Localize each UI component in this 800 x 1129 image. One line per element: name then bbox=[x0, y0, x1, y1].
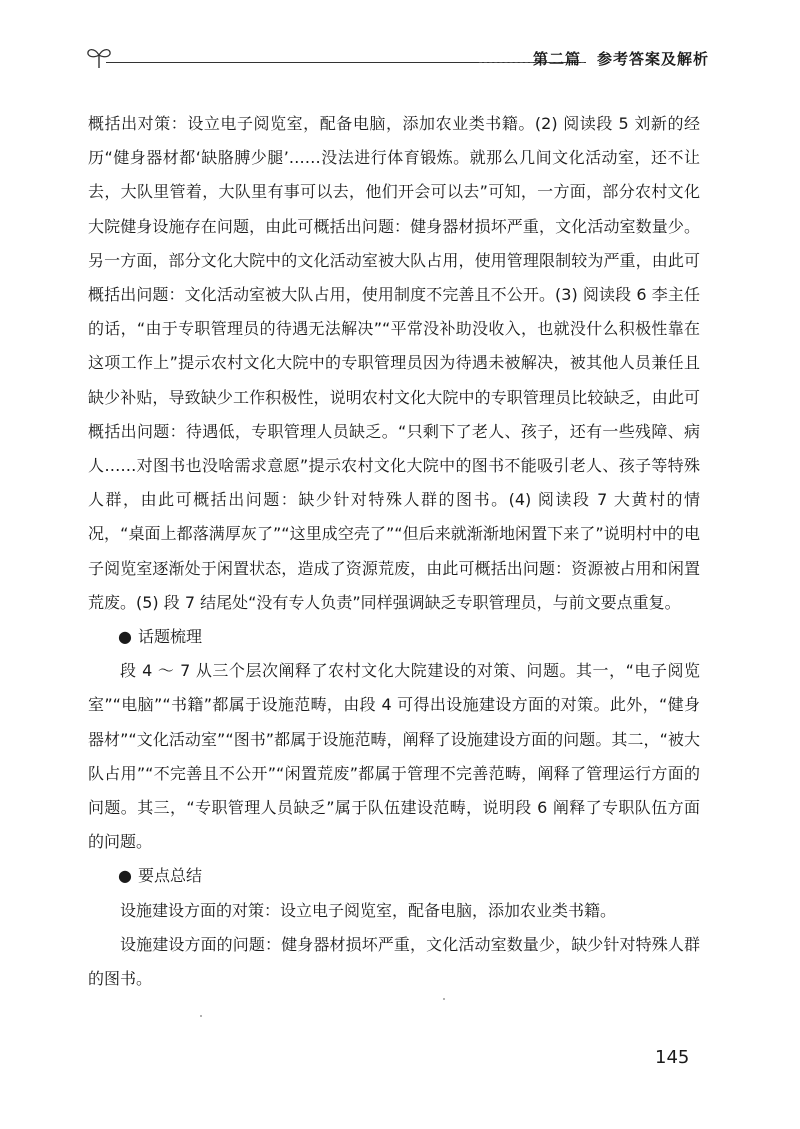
paragraph-topic: 段 4 ～ 7 从三个层次阐释了农村文化大院建设的对策、问题。其一，“电子阅览室”“电脑”“书籍”都属于设施范畴，由段 4 可得出设施建设方面的对策。此外，“健身器材”“文化活动室”“图书”都属于设施范畴，阐释了设施建设方面的问题。其二，“被大队占用”“不完善且不公开”“闲置荒废”都属于管理不完善范畴，阐释了管理运行方面的问题。其三，“专职管理人员缺乏”属于队伍建设范畴，说明段 6 阐释了专职队伍方面的问题。 bbox=[88, 661, 700, 852]
bullet-heading-topic bbox=[88, 620, 700, 654]
paragraph-summary-countermeasures: 设施建设方面的对策：设立电子阅览室，配备电脑，添加农业类书籍。 bbox=[120, 900, 617, 920]
bullet-heading-label: 话题梳理 bbox=[137, 627, 202, 647]
bullet-heading-summary bbox=[88, 859, 700, 893]
sprout-icon bbox=[84, 42, 114, 72]
bullet-dot-icon: ● bbox=[118, 866, 132, 886]
page-number: 145 bbox=[655, 1047, 690, 1068]
scan-speck bbox=[200, 1015, 202, 1017]
page-header bbox=[84, 40, 709, 80]
page-body bbox=[88, 107, 700, 996]
scan-speck bbox=[443, 998, 445, 1000]
section-title: 第二篇 参考答案及解析 bbox=[532, 50, 709, 68]
bullet-heading-label: 要点总结 bbox=[137, 866, 202, 886]
paragraph-summary-problems: 设施建设方面的问题：健身器材损坏严重，文化活动室数量少，缺少针对特殊人群的图书。 bbox=[88, 934, 700, 989]
bullet-dot-icon: ● bbox=[118, 627, 132, 647]
paragraph-analysis: 概括出对策：设立电子阅览室，配备电脑，添加农业类书籍。(2) 阅读段 5 刘新的经历“健身器材都‘缺胳膊少腿’……没法进行体育锻炼。就那么几间文化活动室，还不让去，大队里管着，大队里有事可以去，他们开会可以去”可知，一方面，部分农村文化大院健身设施存在问题，由此可概括出问题：健身器材损坏严重，文化活动室数量少。另一方面，部分文化大院中的文化活动室被大队占用，使用管理限制较为严重，由此可概括出问题：文化活动室被大队占用，使用制度不完善且不公开。(3) 阅读段 6 李主任的话，“由于专职管理员的待遇无法解决”“平常没补助没收入，也就没什么积极性靠在这项工作上”提示农村文化大院中的专职管理员因为待遇未被解决，被其他人员兼任且缺少补贴，导致缺少工作积极性，说明农村文化大院中的专职管理员比较缺乏，由此可概括出问题：待遇低，专职管理人员缺乏。“只剩下了老人、孩子，还有一些残障、病人……对图书也没啥需求意愿”提示农村文化大院中的图书不能吸引老人、孩子等特殊人群，由此可概括出问题：缺少针对特殊人群的图书。(4) 阅读段 7 大黄村的情况，“桌面上都落满厚灰了”“这里成空壳了”“但后来就渐渐地闲置下来了”说明村中的电子阅览室逐渐处于闲置状态，造成了资源荒废，由此可概括出问题：资源被占用和闲置荒废。(5) 段 7 结尾处“没有专人负责”同样强调缺乏专职管理员，与前文要点重复。 bbox=[88, 114, 700, 612]
